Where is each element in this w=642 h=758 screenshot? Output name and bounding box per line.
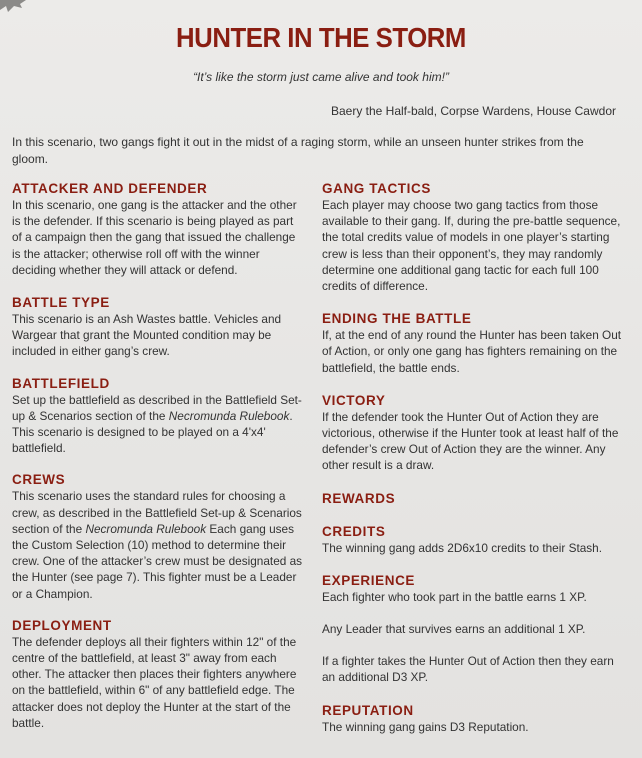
heading-gang-tactics: GANG TACTICS xyxy=(322,181,431,196)
section-rewards xyxy=(322,491,622,507)
section-victory xyxy=(322,393,622,474)
corner-ornament-icon xyxy=(0,0,26,14)
text-battle-type: This scenario is an Ash Wastes battle. Vehicles and Wargear that grant the Mounted condition may be included in either gang’s crew. xyxy=(12,312,282,359)
section-battle-type xyxy=(12,295,304,360)
intro-paragraph: In this scenario, two gangs fight it out in the midst of a raging storm, while an unseen hunter strikes from the gloom. xyxy=(12,135,584,166)
heading-deployment: DEPLOYMENT xyxy=(12,617,112,633)
text-experience-1: Each fighter who took part in the battle earns 1 XP. xyxy=(322,589,587,604)
page-title: HUNTER IN THE STORM xyxy=(176,22,466,53)
text-reputation: The winning gang gains D3 Reputation. xyxy=(322,719,529,734)
section-attacker-defender xyxy=(12,181,304,278)
quote-attribution: Baery the Half-bald, Corpse Wardens, House Cawdor xyxy=(330,104,616,118)
section-deployment xyxy=(12,618,304,731)
crews-text-b: Each gang uses the Custom Selection (10) method to determine their crew. One of the attacker’s crew must be designated as the Hunter (see page 7). This fighter must be a Leader or a Champion. xyxy=(12,521,303,601)
right-column xyxy=(322,181,622,735)
crews-text-a: This scenario uses the standard rules for choosing a crew, as described in the Battlefield Set-up & Scenarios section of the xyxy=(12,489,302,536)
heading-credits: CREDITS xyxy=(322,523,386,539)
heading-battle-type: BATTLE TYPE xyxy=(12,295,110,311)
text-crews xyxy=(12,488,304,601)
section-reputation xyxy=(322,703,622,735)
text-gang-tactics: Each player may choose two gang tactics from those available to their gang. If, during the pre-battle sequence, the total credits value of models in one player’s starting crew is less than their opponent’s, they may randomly determine one additional gang tactic for each full 100 credits of difference. xyxy=(322,198,621,294)
text-experience-2: Any Leader that survives earns an additional 1 XP. xyxy=(322,622,586,637)
section-experience xyxy=(322,573,622,686)
text-credits: The winning gang adds 2D6x10 credits to their Stash. xyxy=(322,540,603,555)
heading-attacker-defender: ATTACKER AND DEFENDER xyxy=(12,181,208,196)
section-crews xyxy=(12,472,304,601)
text-ending-battle: If, at the end of any round the Hunter has been taken Out of Action, or only one gang has fighters remaining on the battlefield, the battle ends. xyxy=(322,328,622,375)
quote: “It’s like the storm just came alive and took him!” xyxy=(193,70,449,84)
section-credits xyxy=(322,524,622,556)
left-column xyxy=(12,181,304,731)
battlefield-text-b: . This scenario is designed to be played on a 4'x4' battlefield. xyxy=(12,408,293,456)
heading-victory: VICTORY xyxy=(322,392,386,408)
text-experience-3: If a fighter takes the Hunter Out of Action then they earn an additional D3 XP. xyxy=(322,654,614,685)
battlefield-text-a: Set up the battlefield as described in the Battlefield Set-up & Scenarios section of the xyxy=(12,392,302,423)
heading-ending-battle: ENDING THE BATTLE xyxy=(322,311,472,327)
text-battlefield xyxy=(12,392,304,457)
text-victory: If the defender took the Hunter Out of Action they are victorious, otherwise if the Hunter took at least half of the defender’s crew Out of Action they are the winner. Any other result is a draw. xyxy=(322,409,619,473)
crews-book-title: Necromunda Rulebook xyxy=(85,521,207,536)
section-battlefield xyxy=(12,376,304,457)
section-gang-tactics xyxy=(322,181,622,294)
heading-reputation: REPUTATION xyxy=(322,702,414,718)
heading-rewards: REWARDS xyxy=(322,490,396,506)
section-ending-battle xyxy=(322,311,622,376)
text-attacker-defender: In this scenario, one gang is the attacker and the other is the defender. If this scenario is being played as part of a campaign then the gang that issued the challenge is the attacker; otherwise roll off with the winner deciding whether they will attack or defend. xyxy=(12,198,297,277)
text-deployment: The defender deploys all their fighters within 12" of the centre of the battlefield, at least 3" away from each other. The attacker then places their fighters anywhere on the battlefield, within 6" of any battlefield edge. The attacker does not deploy the Hunter at the start of the battle. xyxy=(12,634,297,730)
heading-experience: EXPERIENCE xyxy=(322,572,416,588)
heading-battlefield: BATTLEFIELD xyxy=(12,375,110,391)
heading-crews: CREWS xyxy=(12,472,66,488)
battlefield-book-title: Necromunda Rulebook xyxy=(168,408,290,423)
